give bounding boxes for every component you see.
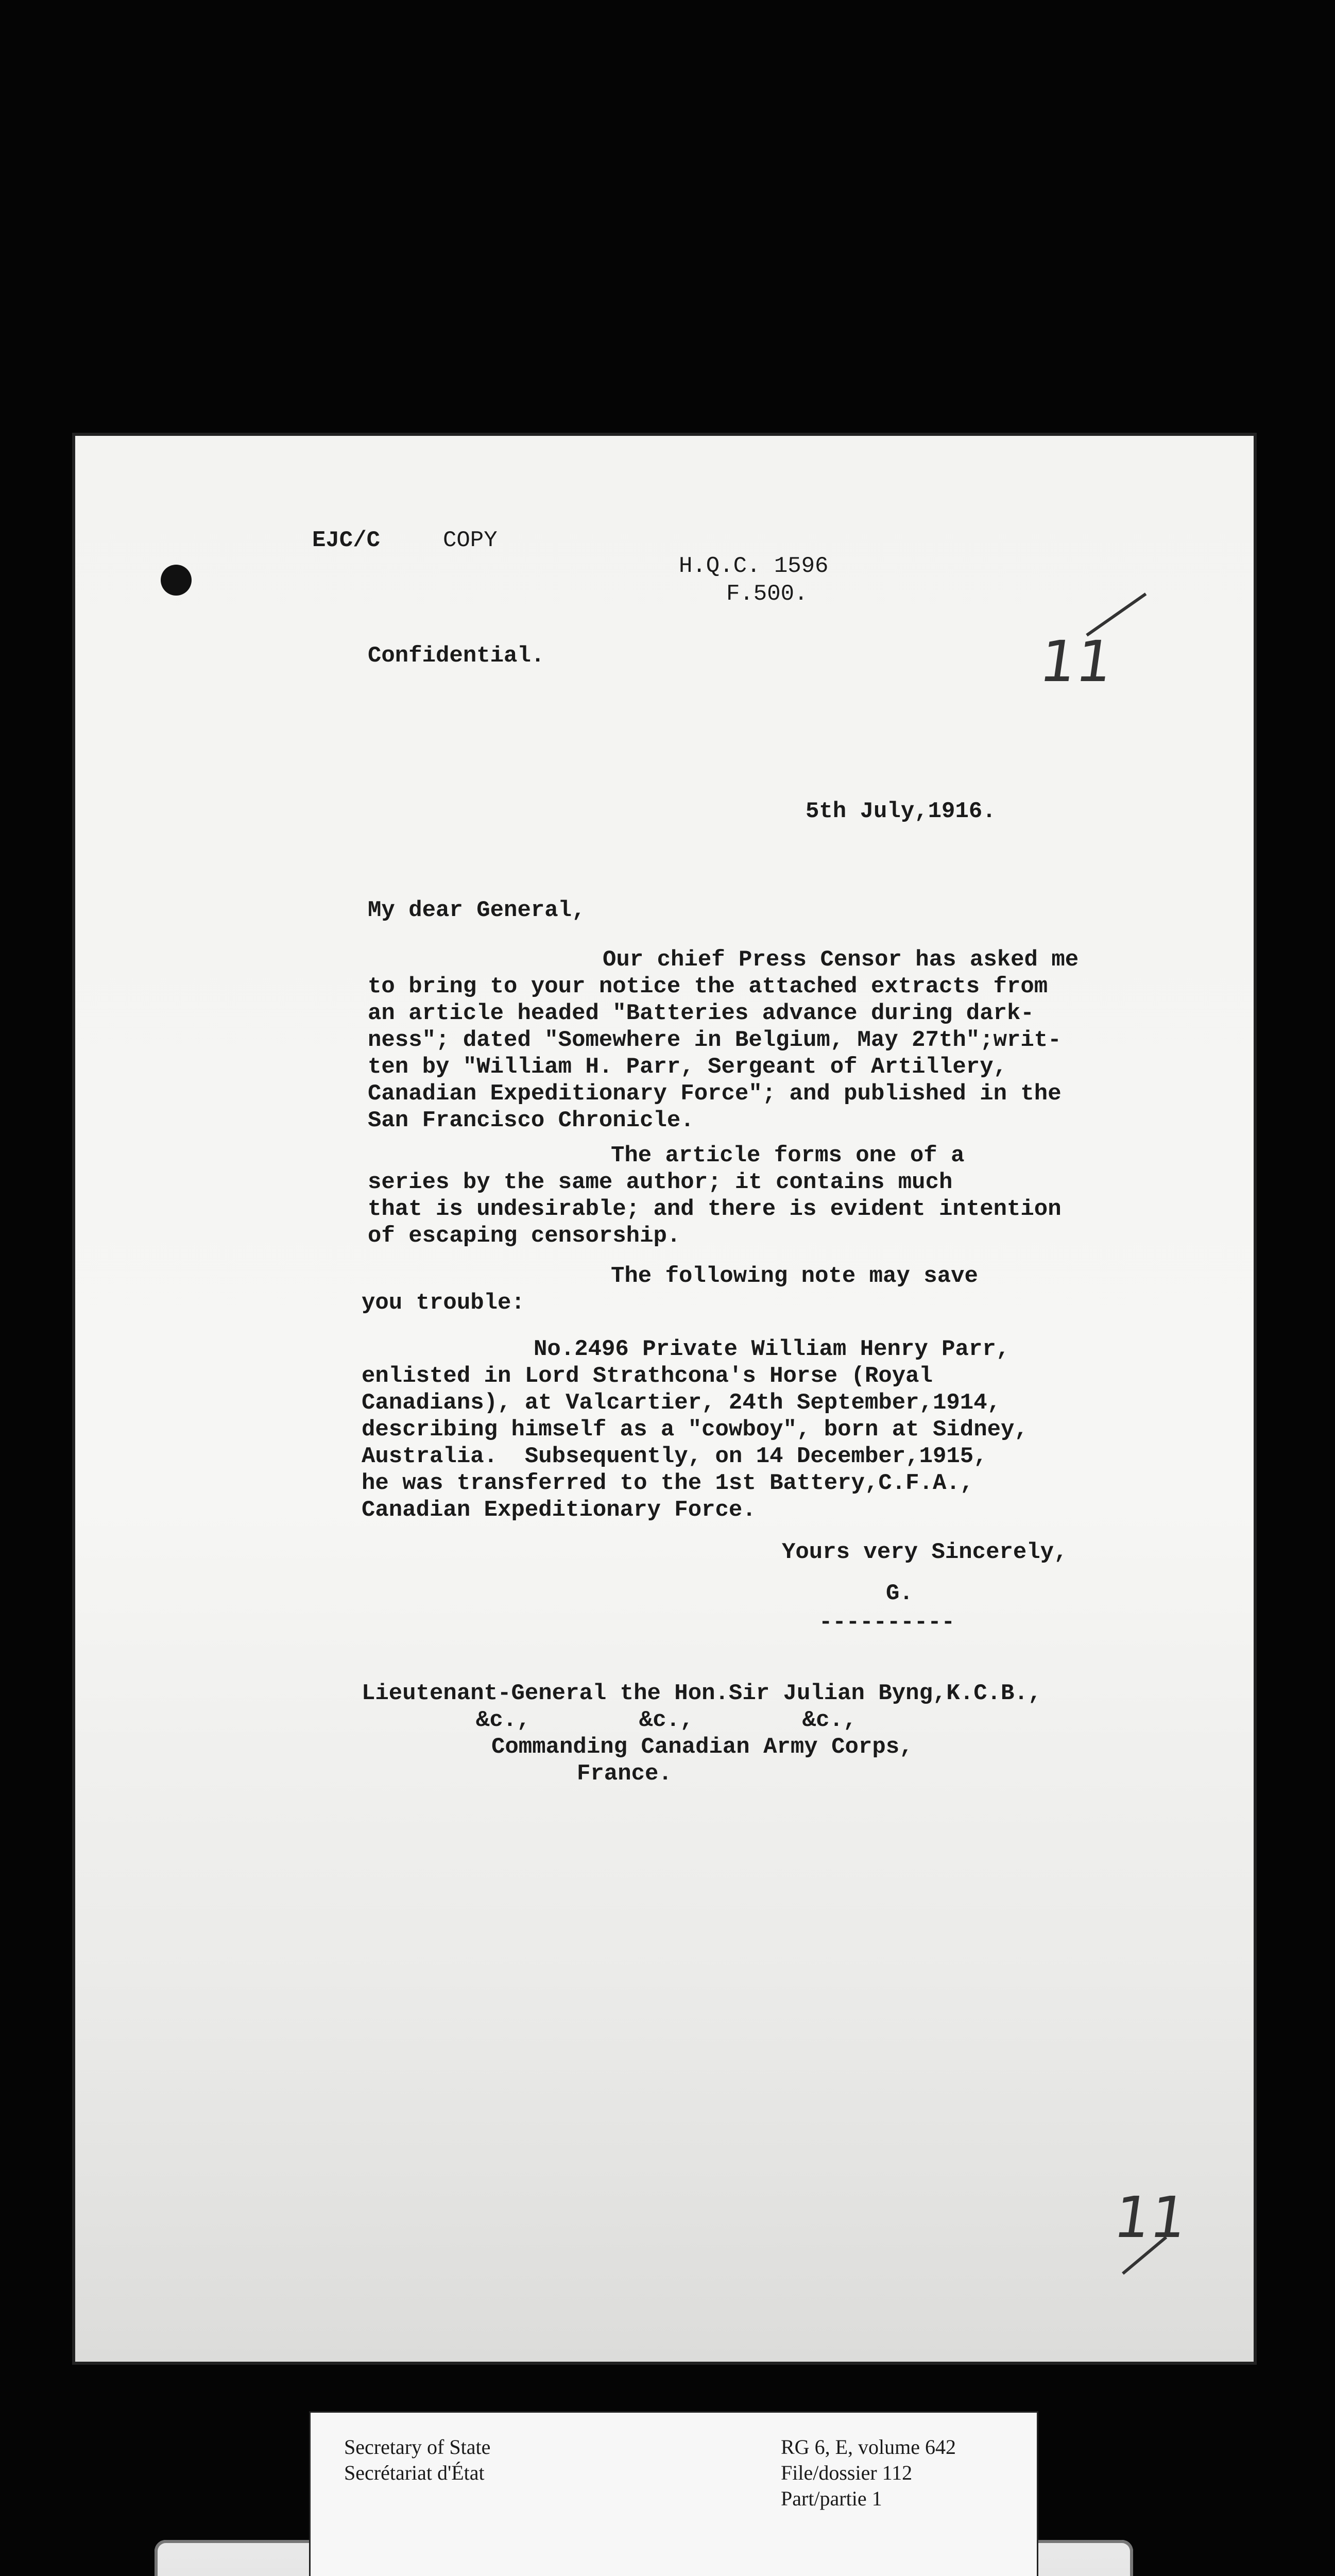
para2-line: The article forms one of a <box>611 1143 965 1168</box>
archive-label-part: Part/partie 1 <box>781 2487 882 2510</box>
para2-line: that is undesirable; and there is evident intention <box>368 1196 1062 1222</box>
file-number-secondary: F.500. <box>726 581 808 607</box>
salutation: My dear General, <box>368 897 586 923</box>
para1-line: San Francisco Chronicle. <box>368 1108 694 1133</box>
copy-label: COPY <box>443 528 498 553</box>
margin-number-bottom: 11 <box>1110 2184 1191 2250</box>
para4-line: No.2496 Private William Henry Parr, <box>534 1336 1010 1362</box>
para1-line: Our chief Press Censor has asked me <box>603 947 1079 973</box>
addressee-line: France. <box>577 1761 672 1787</box>
classification: Confidential. <box>368 643 545 669</box>
signature-line: ---------- <box>819 1609 955 1635</box>
archive-label-department-fr: Secrétariat d'État <box>344 2461 485 2484</box>
para3-line: you trouble: <box>362 1290 525 1316</box>
para1-line: ten by "William H. Parr, Sergeant of Artillery, <box>368 1054 1007 1080</box>
archive-label-department-en: Secretary of State <box>344 2435 491 2459</box>
para1-line: an article headed "Batteries advance during dark- <box>368 1001 1034 1026</box>
para4-line: Canadian Expeditionary Force. <box>362 1497 756 1523</box>
para1-line: ness"; dated "Somewhere in Belgium, May 27th";writ- <box>368 1027 1062 1053</box>
archive-label-file: File/dossier 112 <box>781 2461 913 2484</box>
addressee-line: &c., &c., &c., <box>476 1707 857 1733</box>
addressee-line: Lieutenant-General the Hon.Sir Julian Byng,K.C.B., <box>362 1681 1042 1706</box>
reference-code: EJC/C <box>312 528 381 553</box>
para4-line: he was transferred to the 1st Battery,C.F.A., <box>362 1470 974 1496</box>
para4-line: enlisted in Lord Strathcona's Horse (Royal <box>362 1363 933 1389</box>
para2-line: series by the same author; it contains much <box>368 1170 953 1195</box>
para3-line: The following note may save <box>611 1263 978 1289</box>
para4-line: Canadians), at Valcartier, 24th September,1914, <box>362 1390 1001 1416</box>
archive-label-volume: RG 6, E, volume 642 <box>781 2435 956 2459</box>
para4-line: describing himself as a "cowboy", born at Sidney, <box>362 1417 1028 1443</box>
margin-number-top: 11 <box>1036 629 1117 694</box>
letter-date: 5th July,1916. <box>806 799 996 824</box>
para1-line: Canadian Expeditionary Force"; and published in the <box>368 1081 1062 1107</box>
para1-line: to bring to your notice the attached extracts from <box>368 974 1048 999</box>
closing: Yours very Sincerely, <box>782 1539 1068 1565</box>
para2-line: of escaping censorship. <box>368 1223 681 1249</box>
addressee-line: Commanding Canadian Army Corps, <box>491 1734 913 1760</box>
para4-line: Australia. Subsequently, on 14 December,1915, <box>362 1444 987 1469</box>
punch-hole <box>161 565 192 596</box>
signature: G. <box>886 1581 913 1606</box>
file-number: H.Q.C. 1596 <box>679 553 829 579</box>
